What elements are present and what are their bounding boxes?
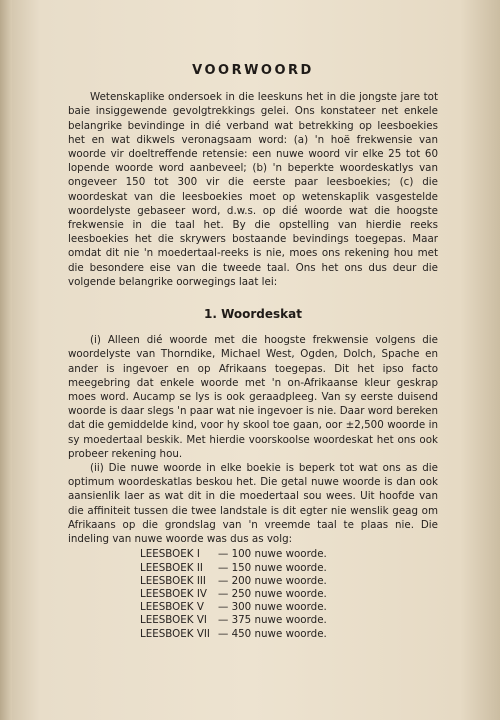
paragraph-i: (i) Alleen dié woorde met die hoogste frekwensie volgens die woordelyste van Thorndike, Michael West, Ogden, Dolch, Spache en ander is ingevoer en op Afrikaans toegepas. Dit het ipso facto meegebring dat enkele woorde met 'n on-Afrikaanse kleur geskrap moes word. Aucamp se lys is ook geraadpleeg. Van sy eerste duisend woorde is daar slegs 'n paar wat nie ingevoer is nie. Daar word bereken dat die gemiddelde kind, voor hy skool toe gaan, oor ±2,500 woorde in sy moedertaal beskik. Met hierdie voorskoolse woordeskat het ons ook probeer rekening hou. [68, 334, 439, 460]
paragraph-ii: (ii) Die nuwe woorde in elke boekie is beperk tot wat ons as die optimum woordeskatlas beskou het. Die getal nuwe woorde is dan ook aansienlik laer as wat dit in die moedertaal sou wees. Uit hoofde van die affiniteit tussen die twee landstale is dit egter nie wenslik geag om Afrikaans op die grondslag van 'n vreemde taal te plaas nie. Die indeling van nuwe woorde was dus as volg: [68, 462, 438, 546]
level-book-label: LEESBOEK [140, 574, 194, 587]
level-word-count: — 300 nuwe woorde. [218, 601, 327, 614]
level-book-label: LEESBOEK [140, 587, 194, 600]
list-item [140, 575, 438, 588]
level-word-count: — 150 nuwe woorde. [218, 561, 327, 574]
intro-paragraph: Wetenskaplike ondersoek in die leeskuns het in die jongste jare tot baie insiggewende gevolgtrekkings gelei. Ons konstateer net enkele belangrike bevindinge in dié verband wat betrekking op leesboekies het en wat dikwels veronagsaam word: (a) 'n hoë frekwensie van woorde vir doeltreffende retensie: een nuwe woord vir elke 25 tot 60 lopende woorde word aanbeveel; (b) 'n beperkte woordeskatlys van ongeveer 150 tot 300 vir die eerste paar leesboekies; (c) die woordeskat van die leesboekies moet op wetenskaplik vasgestelde woordelyste gebaseer word, d.w.s. op dié woorde wat die hoogste frekwensie in die taal het. By die opstelling van hierdie reeks leesboekies het die skrywers bostaande bevindings toegepas. Maar omdat dit nie 'n moedertaal-reeks is nie, moes ons rekening hou met die besondere eise van die tweede taal. Ons het ons dus deur die volgende belangrike oorwegings laat lei: [68, 91, 438, 288]
level-number: VII [196, 627, 210, 640]
page-binding-edge [0, 0, 12, 720]
level-number: III [196, 574, 206, 587]
page-title: VOORWOORD [192, 63, 314, 78]
level-number: IV [196, 587, 207, 600]
level-word-count: — 200 nuwe woorde. [218, 574, 327, 587]
level-number: II [196, 561, 203, 574]
level-number: V [196, 601, 204, 614]
list-item [140, 614, 438, 627]
list-item [140, 548, 438, 561]
level-book-label: LEESBOEK [140, 561, 194, 574]
section-heading-woordeskat: 1. Woordeskat [204, 307, 302, 322]
level-word-count: — 250 nuwe woorde. [218, 587, 327, 600]
level-number: I [196, 548, 200, 561]
level-book-label: LEESBOEK [140, 614, 194, 627]
list-item [140, 562, 438, 575]
list-item [140, 588, 438, 601]
level-word-count: — 100 nuwe woorde. [218, 548, 327, 561]
level-book-label: LEESBOEK [140, 627, 194, 640]
level-word-count: — 375 nuwe woorde. [218, 614, 327, 627]
list-item [140, 628, 438, 641]
level-book-label: LEESBOEK [140, 601, 194, 614]
list-item [140, 601, 438, 614]
reader-levels-list [140, 548, 438, 640]
page-content [68, 64, 438, 641]
level-word-count: — 450 nuwe woorde. [218, 627, 327, 640]
level-number: VI [196, 614, 207, 627]
level-book-label: LEESBOEK [140, 548, 194, 561]
